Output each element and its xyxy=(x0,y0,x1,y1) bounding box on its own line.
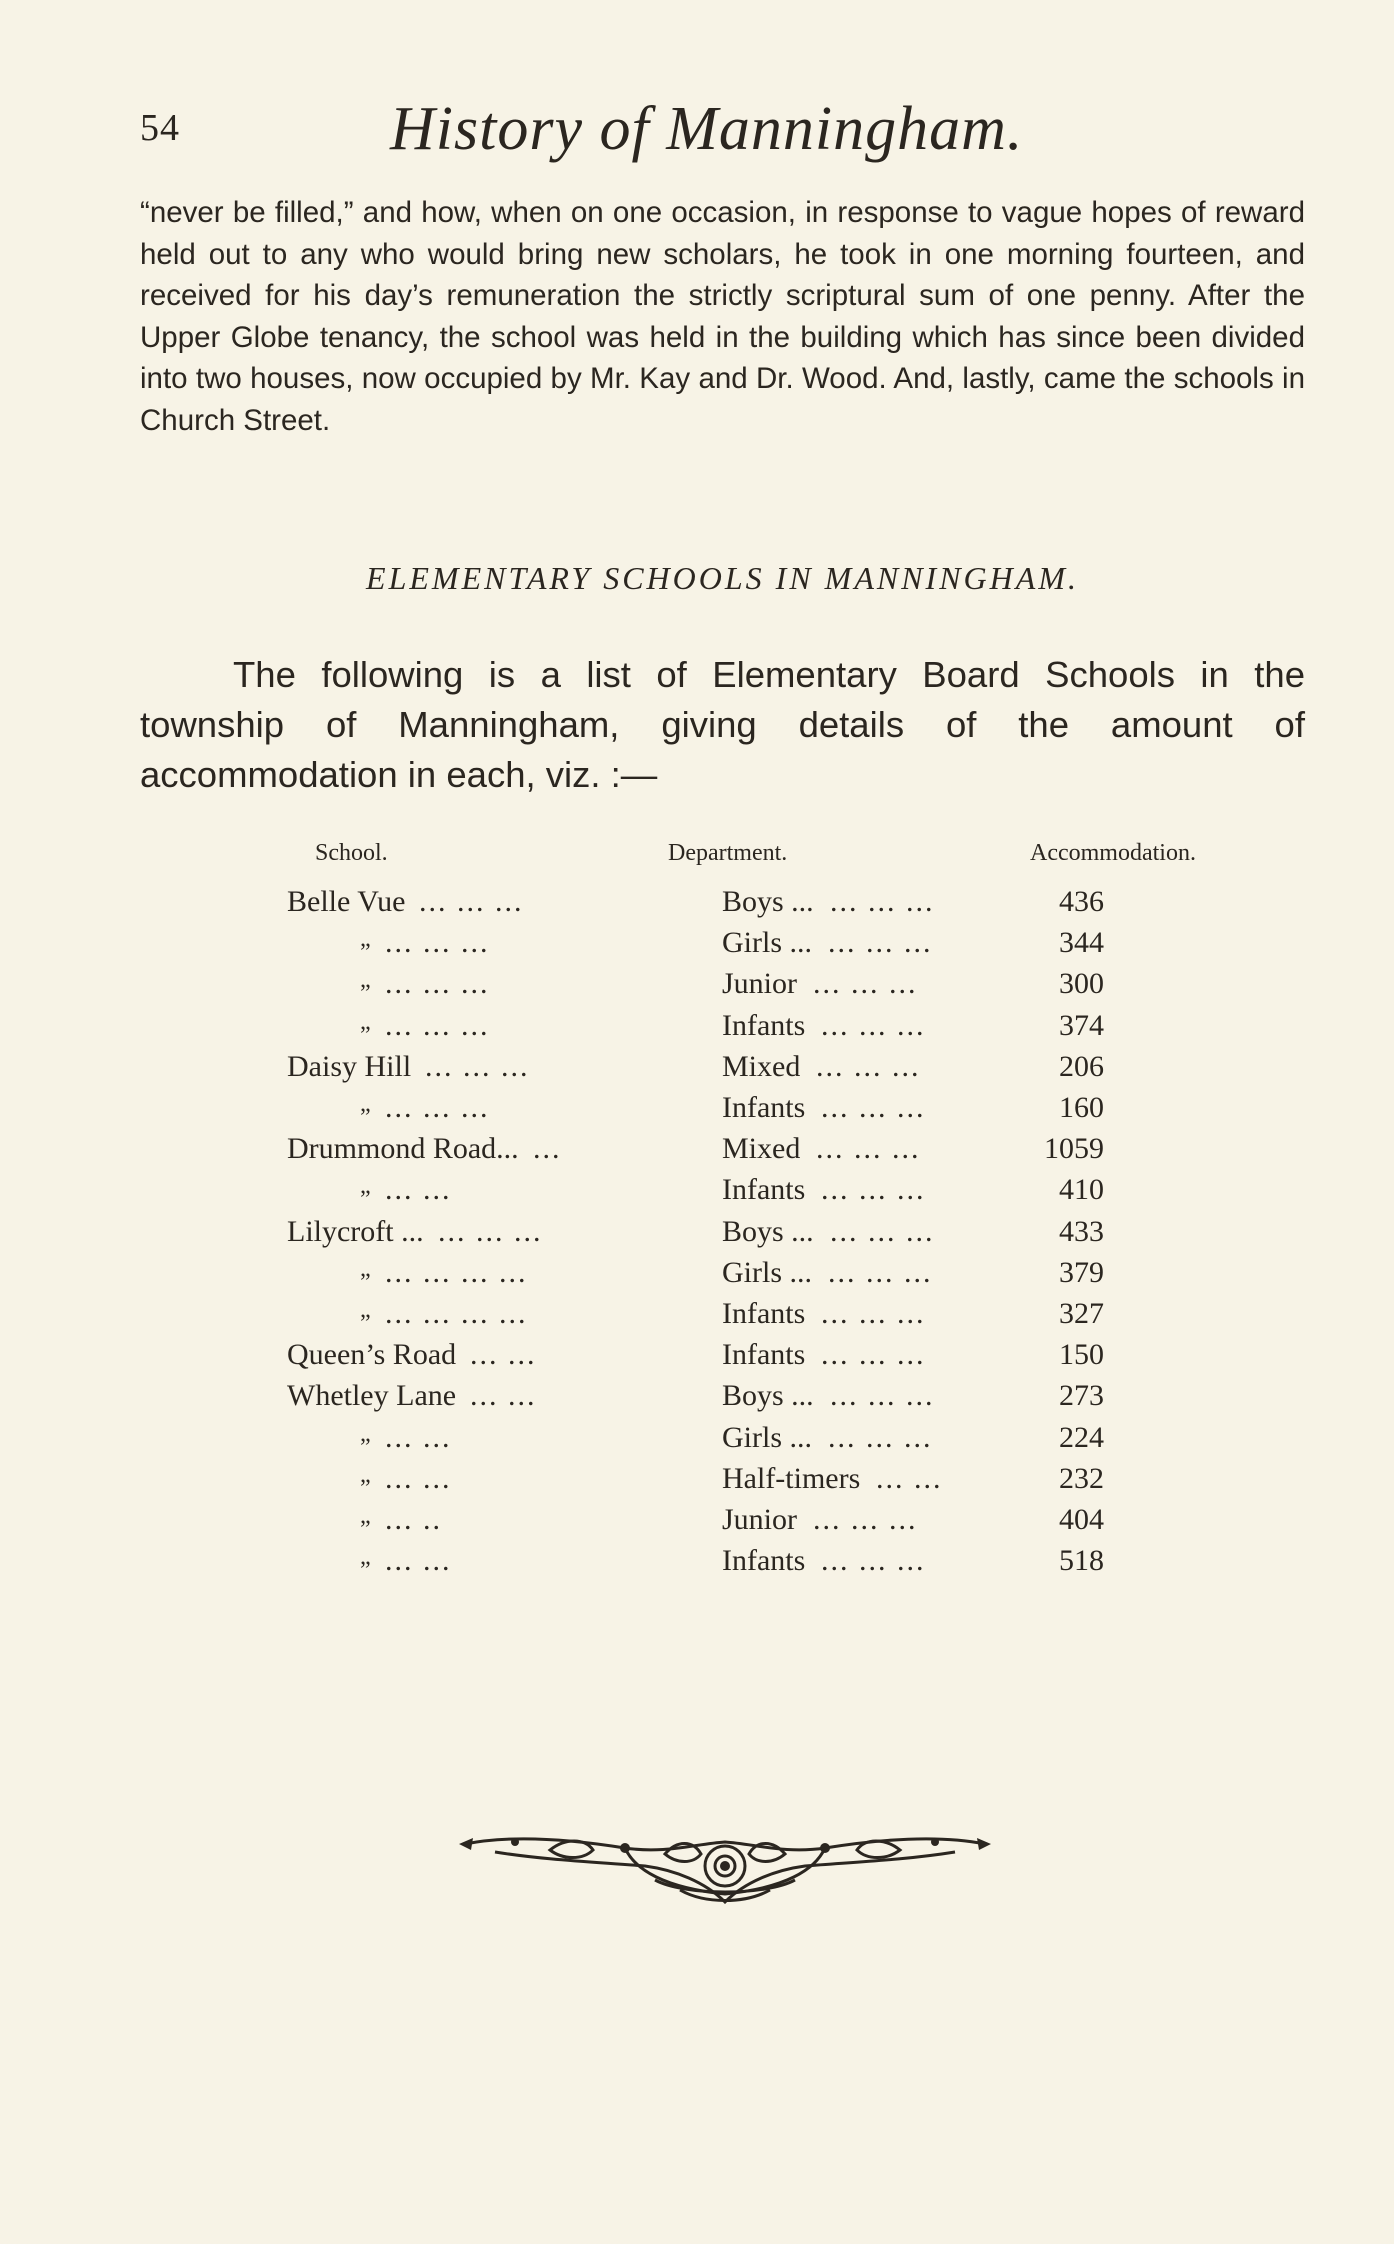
leader-dots: ... ... ... xyxy=(821,1008,926,1042)
leader-dots: ... ... ... ... xyxy=(385,1297,528,1330)
department-cell: Infants xyxy=(722,1173,806,1207)
leader-dots: ... ... ... xyxy=(385,1008,490,1042)
accommodation-cell: 160 xyxy=(1059,1091,1104,1124)
school-cell: „ xyxy=(360,1255,371,1282)
school-cell: Queen’s Road xyxy=(287,1338,457,1372)
leader-dots: ... ... ... xyxy=(816,1049,921,1083)
page-number: 54 xyxy=(140,107,180,149)
leader-dots: ... ... xyxy=(470,1338,537,1372)
leader-dots: ... ... ... xyxy=(828,1420,933,1454)
accommodation-cell: 410 xyxy=(1059,1173,1104,1207)
leader-dots: ... ... xyxy=(385,1420,452,1454)
department-cell: Infants xyxy=(722,1338,806,1372)
table-row xyxy=(280,926,1280,968)
table-row xyxy=(280,1009,1280,1051)
leader-dots: ... ... ... xyxy=(438,1214,543,1248)
department-cell: Junior xyxy=(722,967,797,1001)
section-heading: ELEMENTARY SCHOOLS IN MANNINGHAM. xyxy=(366,560,1079,596)
department-cell: Girls ... xyxy=(722,1255,812,1289)
table-row xyxy=(280,1173,1280,1215)
school-cell: Belle Vue xyxy=(287,885,406,918)
leader-dots: ... ... xyxy=(385,1173,452,1207)
floral-tailpiece-icon xyxy=(455,1830,995,1910)
accommodation-cell: 433 xyxy=(1059,1214,1104,1248)
department-cell: Mixed xyxy=(722,1049,801,1083)
school-cell: „ xyxy=(360,1420,371,1447)
leader-dots: ... ... ... xyxy=(821,1297,926,1330)
leader-dots: ... ... ... xyxy=(385,967,490,1001)
body-paragraph: “never be filled,” and how, when on one occasion, in response to vague hopes of reward held out to any who would bring new scholars, he took in one morning fourteen, and received for his day’s remuneration the strictly scriptural sum of one penny. After the Upper Globe tenancy, the school was held in the building which has since been divided into two houses, now occupied by Mr. Kay and Dr. Wood. And, lastly, came the schools in Church Street. xyxy=(140,196,1305,437)
accommodation-cell: 232 xyxy=(1059,1461,1104,1495)
accommodation-cell: 1059 xyxy=(1044,1132,1104,1166)
school-cell: „ xyxy=(360,926,371,953)
table-row xyxy=(280,1132,1280,1174)
leader-dots: ... ... ... xyxy=(821,1091,926,1124)
leader-dots: ... ... ... xyxy=(830,1379,935,1413)
accommodation-cell: 404 xyxy=(1059,1503,1104,1536)
leader-dots: ... ... ... xyxy=(813,1503,918,1536)
header-department: Department. xyxy=(668,840,788,866)
table-row xyxy=(280,1091,1280,1133)
department-cell: Boys ... xyxy=(722,885,814,918)
school-cell: „ xyxy=(360,1173,371,1200)
leader-dots: ... ... xyxy=(385,1461,452,1495)
leader-dots: ... ... ... xyxy=(419,885,524,918)
accommodation-cell: 273 xyxy=(1059,1379,1104,1413)
department-cell: Infants xyxy=(722,1091,806,1124)
department-cell: Junior xyxy=(722,1503,797,1536)
leader-dots: ... ... ... xyxy=(425,1049,530,1083)
leader-dots: ... ... xyxy=(470,1379,537,1413)
leader-dots: ... ... ... xyxy=(816,1132,921,1166)
school-cell: „ xyxy=(360,1297,371,1323)
table-row xyxy=(280,1379,1280,1421)
school-cell: „ xyxy=(360,1461,371,1488)
table-row xyxy=(280,1256,1280,1298)
department-cell: Girls ... xyxy=(722,926,812,960)
accommodation-cell: 300 xyxy=(1059,967,1104,1001)
schools-table xyxy=(280,840,1280,1600)
table-row xyxy=(280,1503,1280,1545)
accommodation-cell: 206 xyxy=(1059,1049,1104,1083)
accommodation-cell: 224 xyxy=(1059,1420,1104,1454)
school-cell: Whetley Lane xyxy=(287,1379,457,1413)
school-cell: „ xyxy=(360,967,371,994)
leader-dots: ... ... ... xyxy=(821,1338,926,1372)
leader-dots: ... ... ... xyxy=(813,967,918,1001)
leader-dots: ... ... ... xyxy=(821,1544,926,1578)
school-cell: Lilycroft ... xyxy=(287,1214,424,1248)
table-row xyxy=(280,967,1280,1009)
accommodation-cell: 327 xyxy=(1059,1297,1104,1330)
table-row xyxy=(280,1462,1280,1504)
department-cell: Infants xyxy=(722,1544,806,1578)
department-cell: Boys ... xyxy=(722,1379,814,1413)
table-row xyxy=(280,1215,1280,1257)
running-head xyxy=(140,95,1300,170)
table-row xyxy=(280,1050,1280,1092)
leader-dots: ... xyxy=(533,1132,562,1166)
school-cell: „ xyxy=(360,1091,371,1117)
running-title: History of Manningham. xyxy=(390,95,1024,163)
leader-dots: ... ... ... xyxy=(821,1173,926,1207)
table-row xyxy=(280,1338,1280,1380)
department-cell: Girls ... xyxy=(722,1420,812,1454)
school-cell: Daisy Hill xyxy=(287,1049,412,1083)
school-cell: „ xyxy=(360,1008,371,1035)
table-row xyxy=(280,1297,1280,1339)
leader-dots: ... ... xyxy=(385,1544,452,1578)
accommodation-cell: 436 xyxy=(1059,885,1104,918)
department-cell: Half-timers xyxy=(722,1461,861,1495)
accommodation-cell: 344 xyxy=(1059,926,1104,960)
header-accommodation: Accommodation. xyxy=(1030,840,1196,866)
leader-dots: ... ... ... xyxy=(828,1255,933,1289)
school-cell: „ xyxy=(360,1544,371,1571)
header-school: School. xyxy=(315,840,388,866)
leader-dots: ... ... ... xyxy=(385,1091,490,1124)
department-cell: Mixed xyxy=(722,1132,801,1166)
leader-dots: ... ... ... xyxy=(828,926,933,960)
leader-dots: ... ... xyxy=(876,1461,943,1495)
accommodation-cell: 150 xyxy=(1059,1338,1104,1372)
leader-dots: ... ... ... xyxy=(385,926,490,960)
accommodation-cell: 379 xyxy=(1059,1255,1104,1289)
table-row xyxy=(280,1544,1280,1586)
accommodation-cell: 374 xyxy=(1059,1008,1104,1042)
leader-dots: ... .. xyxy=(385,1503,442,1536)
table-row xyxy=(280,885,1280,927)
department-cell: Infants xyxy=(722,1008,806,1042)
school-cell: Drummond Road... xyxy=(287,1132,519,1166)
department-cell: Infants xyxy=(722,1297,806,1330)
intro-paragraph: The following is a list of Elementary Board Schools in the township of Manningham, giving details of the amount of accommodation in each, viz. :— xyxy=(140,654,1305,795)
accommodation-cell: 518 xyxy=(1059,1544,1104,1578)
leader-dots: ... ... ... ... xyxy=(385,1255,528,1289)
leader-dots: ... ... ... xyxy=(830,885,935,918)
school-cell: „ xyxy=(360,1503,371,1529)
table-row xyxy=(280,1421,1280,1463)
department-cell: Boys ... xyxy=(722,1214,814,1248)
leader-dots: ... ... ... xyxy=(830,1214,935,1248)
